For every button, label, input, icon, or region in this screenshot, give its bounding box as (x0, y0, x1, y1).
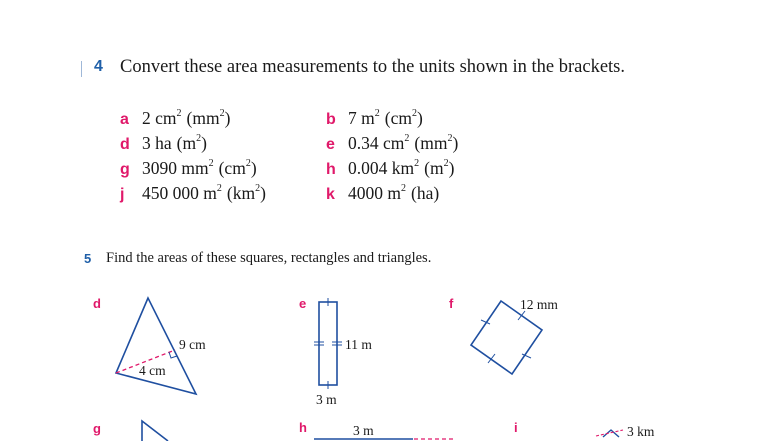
figure-e-length-label: 11 m (345, 337, 372, 352)
figure-g-label: g (93, 421, 101, 436)
item-value-power: 2 (176, 108, 182, 120)
item-close: ) (201, 133, 207, 153)
item-value-power: 2 (401, 183, 406, 195)
item-value-power: 2 (216, 183, 222, 195)
figure-h-label: h (299, 420, 307, 435)
item-value: 3 ha (142, 133, 172, 153)
question-5-text: Find the areas of these squares, rectangles and triangles. (106, 250, 432, 266)
item-letter: a (120, 111, 129, 128)
item-value: 3090 mm (142, 158, 209, 178)
item-unit: (km (226, 183, 256, 203)
figure-e-label: e (299, 296, 307, 311)
item-letter: b (326, 111, 336, 128)
item-letter: g (120, 161, 130, 178)
item-value: 450 000 m (142, 183, 217, 203)
question-4-number: 4 (94, 58, 103, 75)
figure-i-label: i (514, 420, 518, 435)
item-unit-power: 2 (443, 158, 449, 170)
item-unit: (ha) (411, 183, 440, 203)
item-value: 2 cm (142, 108, 177, 128)
item-value: 4000 m (348, 183, 401, 203)
item-unit-power: 2 (245, 158, 251, 170)
figure-h-side-label: 3 m (353, 423, 374, 438)
item-close: ) (260, 183, 266, 203)
shape-g (142, 421, 168, 441)
figure-d-height-label: 4 cm (139, 363, 166, 378)
square-f (471, 301, 542, 374)
item-value-power: 2 (414, 158, 420, 170)
item-value: 7 m (348, 108, 375, 128)
question-4-text: Convert these area measurements to the units shown in the brackets. (120, 57, 626, 77)
item-unit: (m (176, 133, 197, 153)
item-unit: (cm (218, 158, 246, 178)
item-letter: e (326, 136, 335, 153)
rectangle-e (319, 302, 337, 385)
item-unit: (m (424, 158, 444, 178)
item-letter: k (326, 186, 335, 203)
item-unit-power: 2 (411, 108, 417, 120)
figure-f-label: f (449, 296, 454, 311)
item-unit-power: 2 (447, 133, 453, 145)
item-close: ) (416, 108, 423, 128)
item-letter: j (120, 186, 125, 203)
item-value-power: 2 (374, 108, 380, 120)
item-unit-power: 2 (219, 108, 225, 120)
triangle-d (116, 298, 196, 394)
item-close: ) (250, 158, 257, 178)
item-unit: (cm (384, 108, 412, 128)
item-unit: (mm (186, 108, 220, 128)
item-unit-power: 2 (255, 183, 261, 195)
item-close: ) (452, 133, 459, 153)
item-close: ) (448, 158, 455, 178)
figure-d-side-label: 9 cm (179, 337, 206, 352)
item-letter: d (120, 136, 130, 153)
item-value: 0.34 cm (348, 133, 405, 153)
figure-e-width-label: 3 m (316, 392, 337, 407)
question-5-number: 5 (84, 251, 92, 266)
figure-d-label: d (93, 296, 101, 311)
item-value: 0.004 km (348, 158, 415, 178)
item-unit-power: 2 (196, 133, 202, 145)
item-close: ) (224, 108, 231, 128)
square-f-tick (518, 311, 525, 320)
item-letter: h (326, 161, 336, 178)
item-value-power: 2 (208, 158, 214, 170)
item-unit: (mm (414, 133, 448, 153)
item-value-power: 2 (404, 133, 410, 145)
figure-i-side-label: 3 km (627, 424, 655, 439)
figure-f-side-label: 12 mm (520, 297, 558, 312)
